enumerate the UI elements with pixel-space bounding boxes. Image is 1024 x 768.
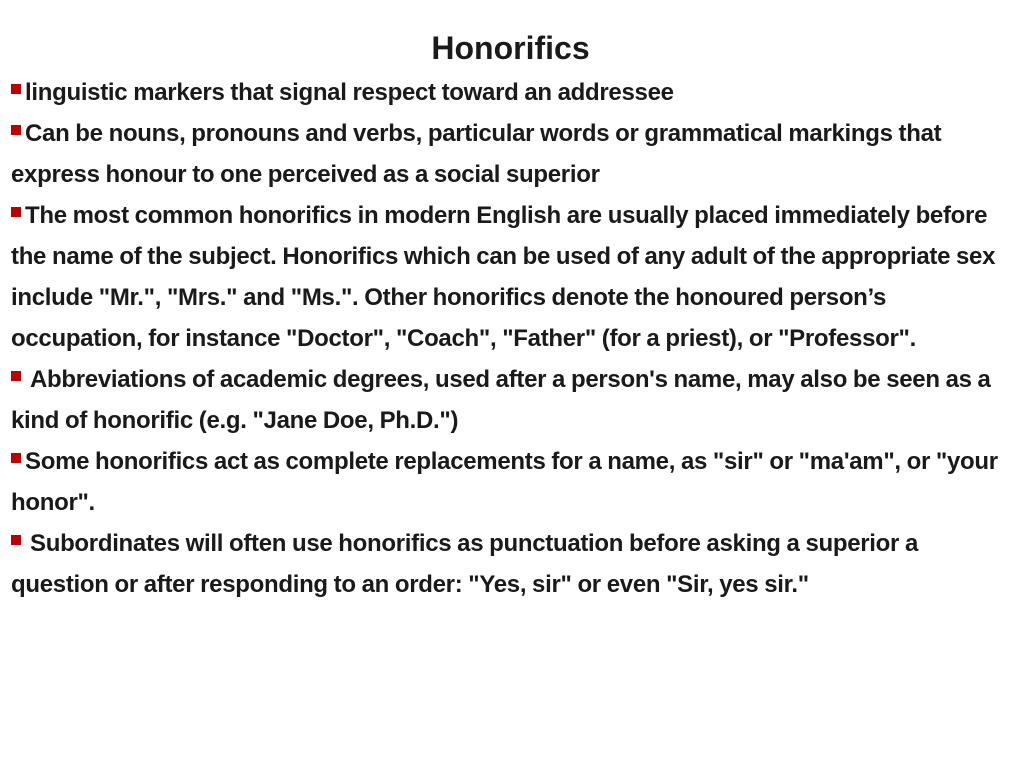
square-bullet-icon bbox=[11, 207, 21, 217]
slide-title: Honorifics bbox=[431, 30, 590, 66]
bullet-text: The most common honorifics in modern English are usually placed immediately before the name of the subject. Honorifics which can be used of any adult of the appropriate sex include "Mr.", "Mrs." and "Ms.". Other honorifics denote the honoured person’s occupation, for instance "Doctor", "Coach", "Father" (for a priest), or "Professor". bbox=[11, 202, 996, 352]
bullet-text: Some honorifics act as complete replacements for a name, as "sir" or "ma'am", or "your honor". bbox=[11, 448, 998, 516]
bullet-text: Subordinates will often use honorifics as punctuation before asking a superior a question or after responding to an order: "Yes, sir" or even "Sir, yes sir." bbox=[11, 530, 918, 598]
bullet-item bbox=[11, 441, 1010, 523]
bullet-text: Abbreviations of academic degrees, used after a person's name, may also be seen as a kind of honorific (e.g. "Jane Doe, Ph.D.") bbox=[11, 366, 991, 434]
bullet-text: Can be nouns, pronouns and verbs, particular words or grammatical markings that express honour to one perceived as a social superior bbox=[11, 120, 942, 188]
square-bullet-icon bbox=[11, 535, 21, 545]
square-bullet-icon bbox=[11, 453, 21, 463]
bullet-item bbox=[11, 113, 1010, 195]
square-bullet-icon bbox=[11, 84, 21, 94]
bullet-item bbox=[11, 359, 1010, 441]
bullet-text: linguistic markers that signal respect toward an addressee bbox=[25, 79, 674, 106]
bullet-item bbox=[11, 72, 1010, 113]
square-bullet-icon bbox=[11, 371, 21, 381]
bullet-item bbox=[11, 195, 1010, 359]
bullet-list bbox=[11, 72, 1010, 605]
square-bullet-icon bbox=[11, 125, 21, 135]
bullet-item bbox=[11, 523, 1010, 605]
